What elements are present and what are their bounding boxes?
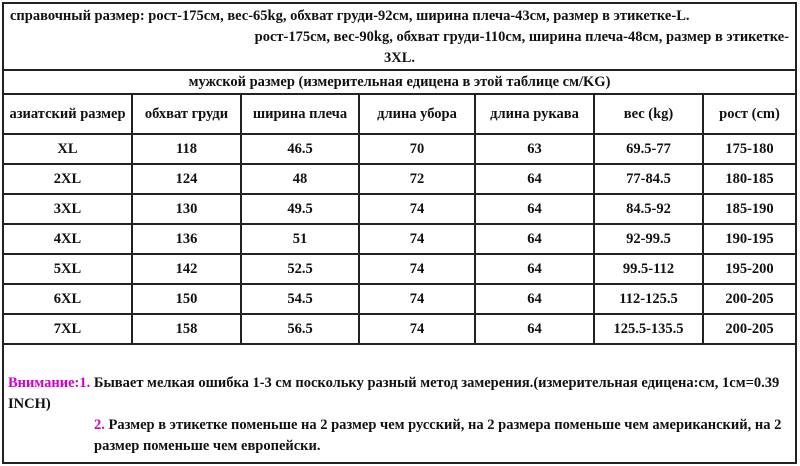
cell-shoulder: 56.5 (241, 314, 359, 344)
cell-sleeve: 64 (475, 254, 594, 284)
size-table (4, 95, 795, 345)
cell-size: 2XL (4, 164, 132, 194)
header-chest: обхват груди (132, 95, 241, 134)
header-weight: вес (kg) (594, 95, 703, 134)
cell-sleeve: 63 (475, 134, 594, 164)
header-size: азиатский размер (4, 95, 132, 134)
table-row (4, 134, 795, 164)
table-row (4, 284, 795, 314)
cell-weight: 92-99.5 (594, 224, 703, 254)
note-1 (8, 373, 791, 415)
cell-length: 74 (359, 314, 475, 344)
cell-sleeve: 64 (475, 194, 594, 224)
cell-height: 175-180 (703, 134, 795, 164)
cell-weight: 69.5-77 (594, 134, 703, 164)
cell-chest: 150 (132, 284, 241, 314)
note-1-marker: 1. (79, 375, 91, 391)
cell-chest: 118 (132, 134, 241, 164)
table-row (4, 224, 795, 254)
cell-shoulder: 51 (241, 224, 359, 254)
cell-shoulder: 46.5 (241, 134, 359, 164)
cell-shoulder: 52.5 (241, 254, 359, 284)
cell-height: 200-205 (703, 314, 795, 344)
notes-block (4, 359, 795, 457)
cell-shoulder: 49.5 (241, 194, 359, 224)
reference-line-3: 3XL. (383, 50, 416, 66)
cell-length: 74 (359, 254, 475, 284)
cell-size: 7XL (4, 314, 132, 344)
reference-line-2: рост-175см, вес-90kg, обхват груди-110см, ширина плеча-48см, размер в этикетке- (254, 29, 789, 45)
note-1-text: Бывает мелкая ошибка 1-3 см поскольку разный метод замерения.(измерительная едицена:см, 1см=0.39 INCH) (8, 375, 780, 412)
note-2-text: Размер в этикетке поменьше на 2 размер чем русский, на 2 размера поменьше чем американский, на 2 размер поменьше чем европейски. (94, 417, 782, 454)
cell-weight: 125.5-135.5 (594, 314, 703, 344)
cell-weight: 112-125.5 (594, 284, 703, 314)
cell-sleeve: 64 (475, 164, 594, 194)
table-row (4, 314, 795, 344)
table-row (4, 254, 795, 284)
cell-length: 74 (359, 194, 475, 224)
cell-weight: 77-84.5 (594, 164, 703, 194)
cell-shoulder: 54.5 (241, 284, 359, 314)
table-row (4, 164, 795, 194)
cell-length: 70 (359, 134, 475, 164)
cell-size: 5XL (4, 254, 132, 284)
cell-chest: 124 (132, 164, 241, 194)
cell-weight: 84.5-92 (594, 194, 703, 224)
header-length: длина убора (359, 95, 475, 134)
cell-length: 74 (359, 224, 475, 254)
cell-sleeve: 64 (475, 314, 594, 344)
cell-chest: 158 (132, 314, 241, 344)
header-sleeve: длина рукава (475, 95, 594, 134)
cell-chest: 142 (132, 254, 241, 284)
note-2-marker: 2. (94, 417, 105, 433)
cell-height: 190-195 (703, 224, 795, 254)
table-header-row (4, 95, 795, 134)
header-height: рост (cm) (703, 95, 795, 134)
size-chart-frame (2, 2, 797, 464)
cell-size: 6XL (4, 284, 132, 314)
cell-size: 4XL (4, 224, 132, 254)
header-shoulder: ширина плеча (241, 95, 359, 134)
cell-length: 72 (359, 164, 475, 194)
warning-label: Внимание: (8, 375, 80, 391)
cell-chest: 130 (132, 194, 241, 224)
cell-shoulder: 48 (241, 164, 359, 194)
cell-size: XL (4, 134, 132, 164)
cell-size: 3XL (4, 194, 132, 224)
cell-length: 74 (359, 284, 475, 314)
cell-height: 180-185 (703, 164, 795, 194)
table-caption: мужской размер (измерительная едицена в этой таблице см/KG) (4, 71, 795, 95)
reference-sizes-block (4, 4, 795, 71)
cell-sleeve: 64 (475, 224, 594, 254)
note-2 (8, 415, 791, 457)
cell-height: 185-190 (703, 194, 795, 224)
table-row (4, 194, 795, 224)
cell-weight: 99.5-112 (594, 254, 703, 284)
cell-height: 200-205 (703, 284, 795, 314)
cell-height: 195-200 (703, 254, 795, 284)
reference-line-1: справочный размер: рост-175см, вес-65kg, обхват груди-92см, ширина плеча-43см, размер в этикетке-L. (10, 8, 690, 24)
cell-chest: 136 (132, 224, 241, 254)
cell-sleeve: 64 (475, 284, 594, 314)
